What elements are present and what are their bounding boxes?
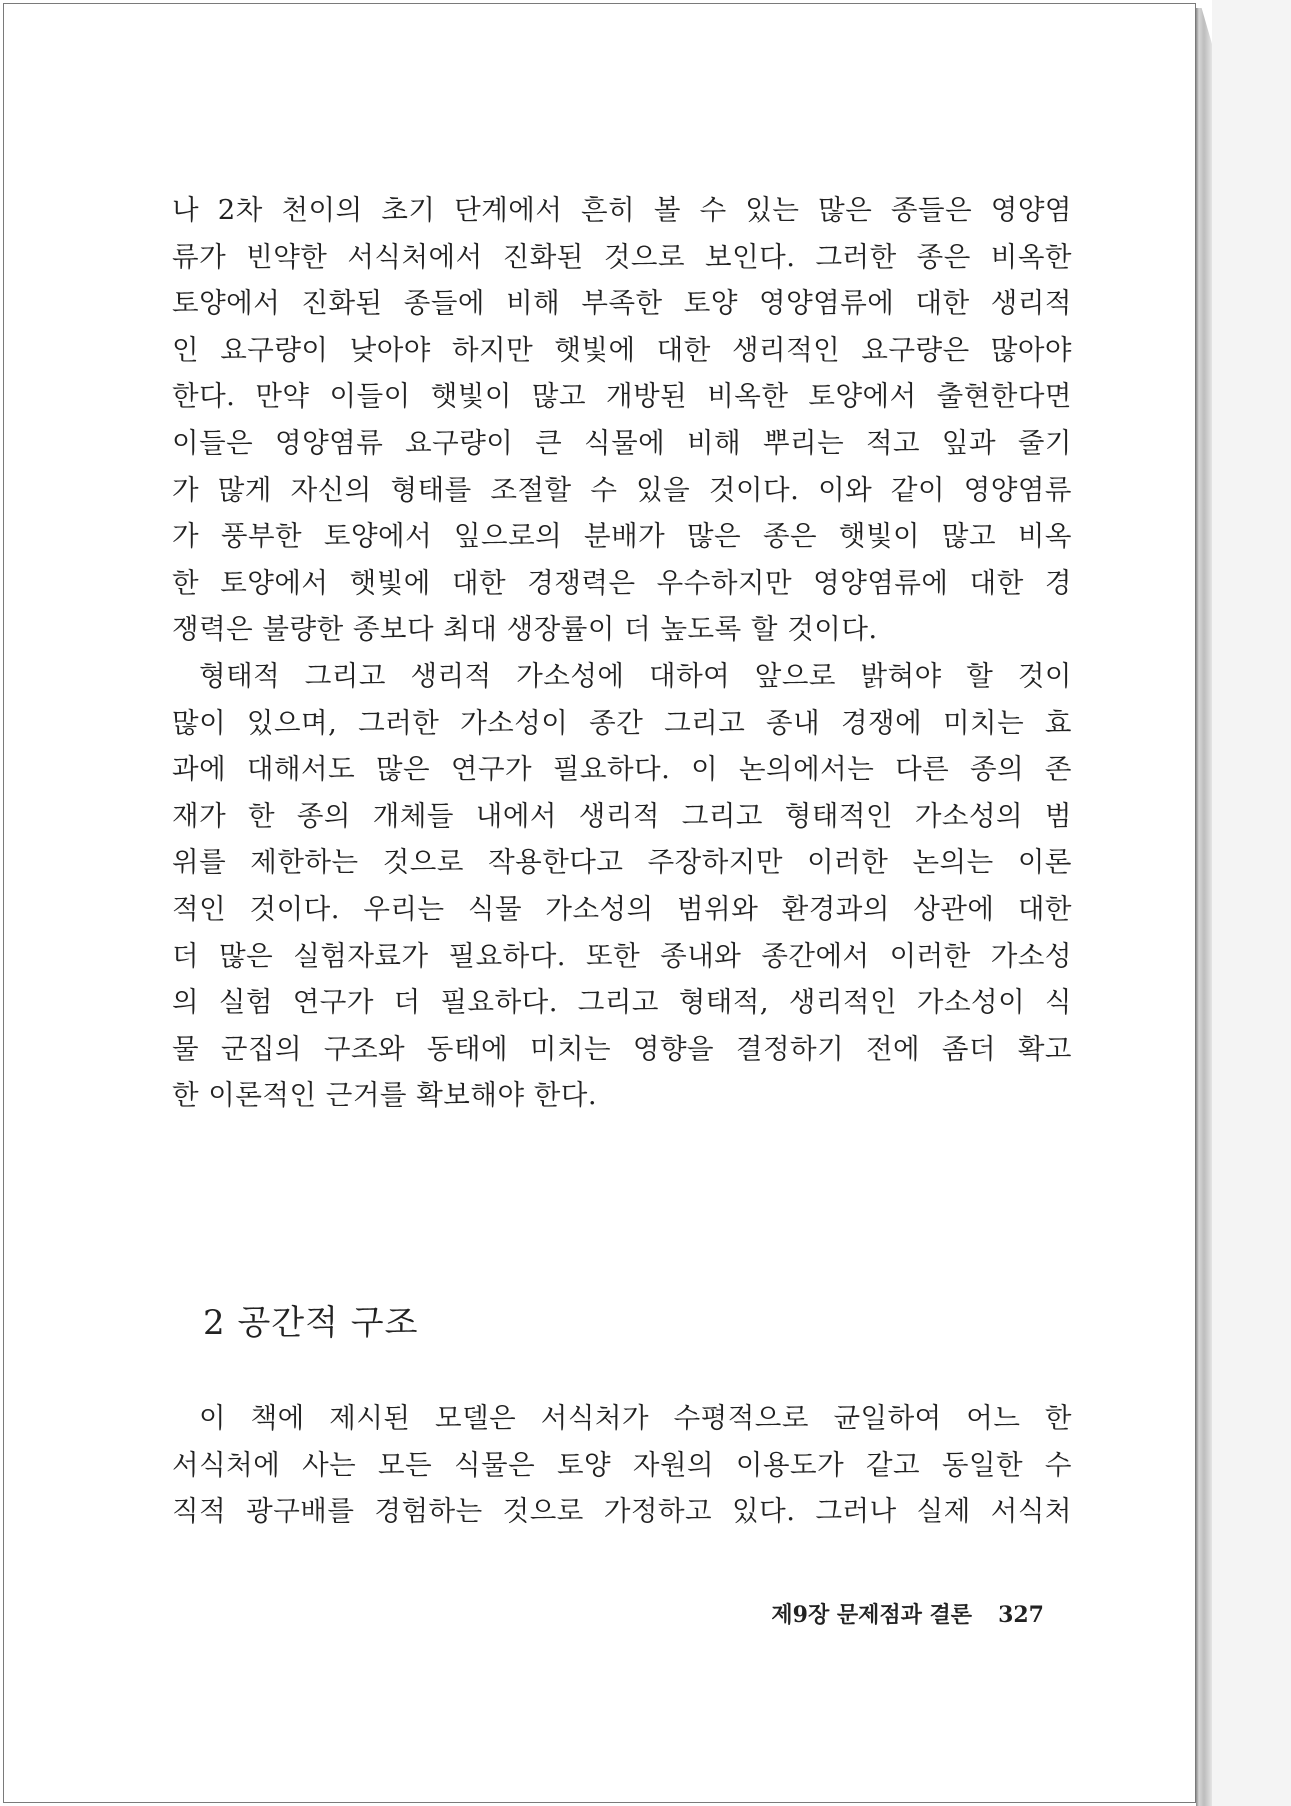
text-line: 재가 한 종의 개체들 내에서 생리적 그리고 형태적인 가소성의 범 [172, 799, 1072, 832]
text-line: 서식처에 사는 모든 식물은 토양 자원의 이용도가 같고 동일한 수 [172, 1448, 1072, 1481]
text-line: 인 요구량이 낮아야 하지만 햇빛에 대한 생리적인 요구량은 많아야 [172, 333, 1072, 366]
text-line: 한 토양에서 햇빛에 대한 경쟁력은 우수하지만 영양염류에 대한 경 [172, 566, 1072, 599]
paragraph-start-line: 이 책에 제시된 모델은 서식처가 수평적으로 균일하여 어느 한 [199, 1402, 1072, 1434]
text-line: 과에 대해서도 많은 연구가 필요하다. 이 논의에서는 다른 종의 존 [172, 753, 1072, 786]
body-text-block-1 [172, 187, 1072, 1119]
text-line: 의 실험 연구가 더 필요하다. 그리고 형태적, 생리적인 가소성이 식 [172, 986, 1072, 1019]
paragraph-start-line: 형태적 그리고 생리적 가소성에 대하여 앞으로 밝혀야 할 것이 [199, 659, 1072, 692]
text-line: 토양에서 진화된 종들에 비해 부족한 토양 영양염류에 대한 생리적 [172, 287, 1072, 320]
running-footer [771, 1598, 1044, 1629]
text-line: 직적 광구배를 경험하는 것으로 가정하고 있다. 그러나 실제 서식처 [172, 1495, 1072, 1528]
section-heading: 2 공간적 구조 [203, 1303, 419, 1343]
chapter-title: 제9장 문제점과 결론 [771, 1602, 973, 1628]
text-line: 류가 빈약한 서식처에서 진화된 것으로 보인다. 그러한 종은 비옥한 [172, 240, 1072, 273]
scan-margin [1212, 0, 1291, 1806]
paragraph-end-line: 한 이론적인 근거를 확보해야 한다. [172, 1079, 598, 1112]
text-line: 많이 있으며, 그러한 가소성이 종간 그리고 종내 경쟁에 미치는 효 [172, 706, 1072, 739]
page-number: 327 [998, 1602, 1044, 1628]
text-line: 위를 제한하는 것으로 작용한다고 주장하지만 이러한 논의는 이론 [172, 846, 1072, 879]
page-edge [1196, 8, 1212, 1806]
text-line: 나 2차 천이의 초기 단계에서 흔히 볼 수 있는 많은 종들은 영양염 [172, 194, 1072, 226]
text-line: 더 많은 실험자료가 필요하다. 또한 종내와 종간에서 이러한 가소성 [172, 939, 1072, 972]
text-line: 이들은 영양염류 요구량이 큰 식물에 비해 뿌리는 적고 잎과 줄기 [172, 426, 1072, 459]
body-text-block-2 [172, 1395, 1072, 1535]
text-line: 한다. 만약 이들이 햇빛이 많고 개방된 비옥한 토양에서 출현한다면 [172, 380, 1072, 413]
text-line: 가 풍부한 토양에서 잎으로의 분배가 많은 종은 햇빛이 많고 비옥 [172, 520, 1072, 553]
text-line: 가 많게 자신의 형태를 조절할 수 있을 것이다. 이와 같이 영양염류 [172, 473, 1072, 506]
text-line: 적인 것이다. 우리는 식물 가소성의 범위와 환경과의 상관에 대한 [172, 892, 1072, 925]
paragraph-end-line: 쟁력은 불량한 종보다 최대 생장률이 더 높도록 할 것이다. [172, 613, 878, 646]
text-line: 물 군집의 구조와 동태에 미치는 영향을 결정하기 전에 좀더 확고 [172, 1032, 1072, 1065]
